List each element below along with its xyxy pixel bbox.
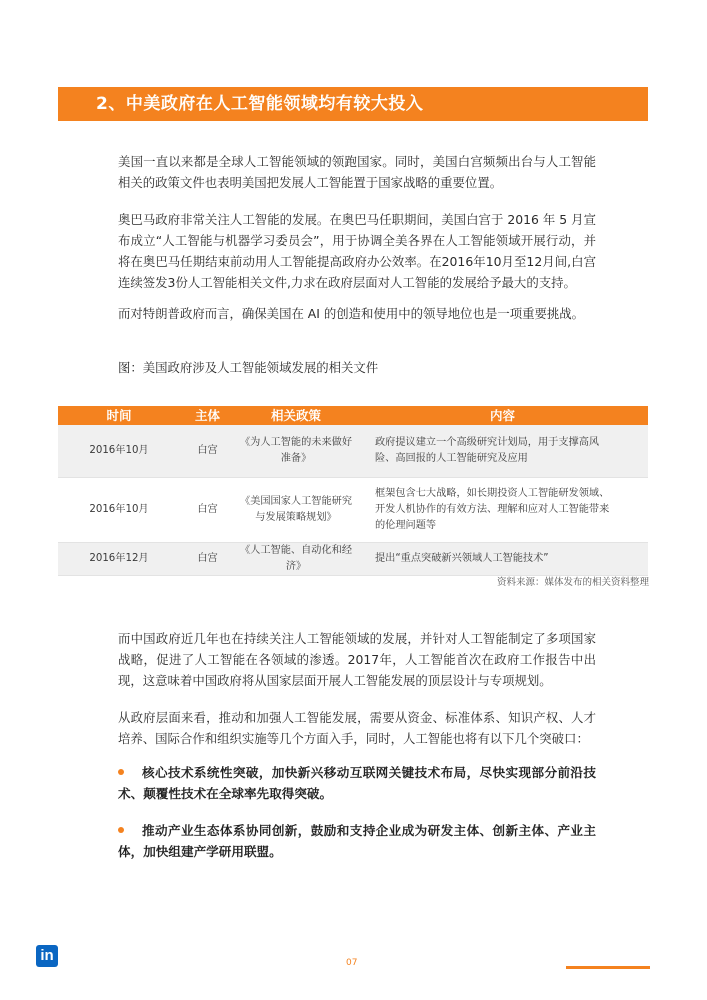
- table-row: [58, 478, 648, 543]
- paragraph-obama: 奥巴马政府非常关注人工智能的发展。在奥巴马任职期间，美国白宫于 2016 年 5 月宣布成立“人工智能与机器学习委员会”，用于协调全美各界在人工智能领域开展行动，并将在奥巴马任期结束前动用人工智能提高政府办公效率。在2016年10月至12月间,白宫连续签发3份人工智能相关文件,力求在政府层面对人工智能的发展给予最大的支持。: [118, 212, 596, 290]
- cell-time: 2016年12月: [89, 553, 149, 564]
- header-org: 主体: [194, 408, 220, 423]
- cell-time: 2016年10月: [89, 504, 149, 515]
- page-number: 07: [346, 958, 358, 968]
- bullet-item: 推动产业生态体系协同创新，鼓励和支持企业成为研发主体、创新主体、产业主体，加快组建产学研用联盟。: [118, 823, 596, 859]
- cell-content: 框架包含七大战略，如长期投资人工智能研发领域、开发人机协作的有效方法、理解和应对人工智能带来的伦理问题等: [375, 488, 610, 531]
- figure-caption: 图：美国政府涉及人工智能领域发展的相关文件: [118, 360, 379, 375]
- cell-org: 白宫: [197, 445, 218, 456]
- footer-divider: [566, 966, 650, 969]
- source-note: 资料来源：媒体发布的相关资料整理: [496, 577, 649, 588]
- paragraph-china: 而中国政府近几年也在持续关注人工智能领域的发展，并针对人工智能制定了多项国家战略，促进了人工智能在各领域的渗透。2017年，人工智能首次在政府工作报告中出现，这意味着中国政府将从国家层面开展人工智能发展的顶层设计与专项规划。: [118, 631, 596, 688]
- cell-content: 提出“重点突破新兴领域人工智能技术”: [375, 553, 549, 564]
- cell-policy: 《为人工智能的未来做好准备》: [239, 437, 353, 464]
- cell-org: 白宫: [197, 504, 218, 515]
- paragraph-government: 从政府层面来看，推动和加强人工智能发展，需要从资金、标准体系、知识产权、人才培养、国际合作和组织实施等几个方面入手，同时，人工智能也将有以下几个突破口：: [118, 710, 596, 746]
- table-row: [58, 543, 648, 576]
- header-policy: 相关政策: [270, 408, 321, 423]
- header-content: 内容: [489, 408, 515, 423]
- cell-org: 白宫: [197, 553, 218, 564]
- bullet-item: 核心技术系统性突破，加快新兴移动互联网关键技术布局，尽快实现部分前沿技术、颠覆性技术在全球率先取得突破。: [118, 765, 596, 801]
- cell-time: 2016年10月: [89, 445, 149, 456]
- linkedin-logo: in: [36, 945, 58, 967]
- policy-table: [58, 406, 648, 576]
- cell-policy: 《人工智能、自动化和经济》: [239, 545, 353, 572]
- section-title: 2、中美政府在人工智能领域均有较大投入: [58, 87, 648, 121]
- cell-content: 政府提议建立一个高级研究计划局，用于支撑高风险、高回报的人工智能研究及应用: [375, 437, 600, 464]
- cell-policy: 《美国国家人工智能研究与发展策略规划》: [239, 496, 353, 523]
- table-row: [58, 425, 648, 478]
- table-header: [58, 406, 648, 425]
- header-time: 时间: [106, 408, 132, 423]
- paragraph-trump: 而对特朗普政府而言，确保美国在 AI 的创造和使用中的领导地位也是一项重要挑战。: [118, 306, 585, 321]
- paragraph-us-intro: 美国一直以来都是全球人工智能领域的领跑国家。同时，美国白宫频频出台与人工智能相关的政策文件也表明美国把发展人工智能置于国家战略的重要位置。: [118, 154, 596, 190]
